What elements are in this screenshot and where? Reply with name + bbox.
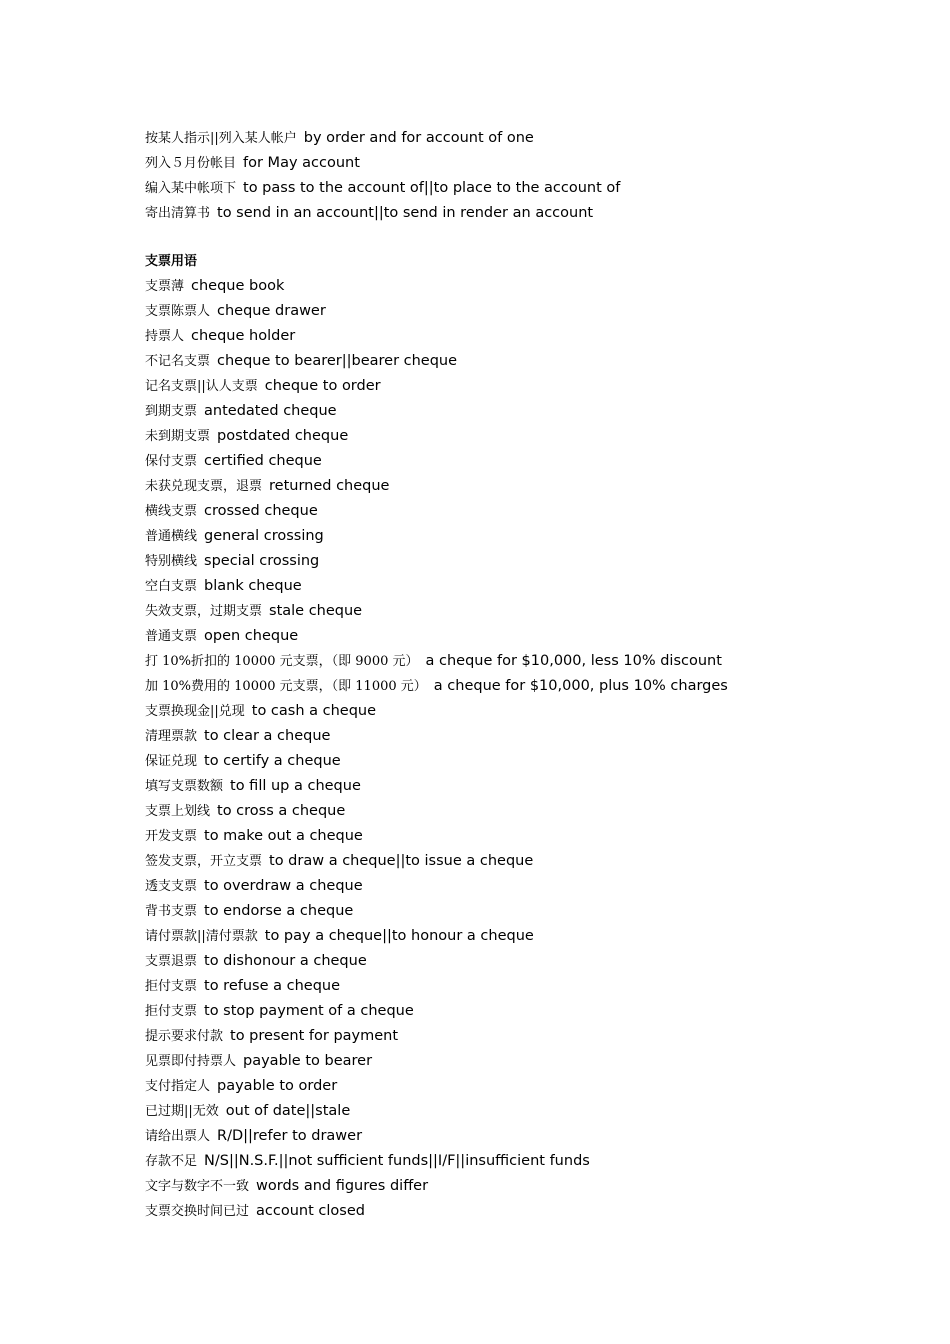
glossary-entry — [145, 274, 905, 299]
chinese-term: 拒付支票 — [145, 979, 198, 994]
chinese-term: 存款不足 — [145, 1154, 198, 1169]
chinese-term: 到期支票 — [145, 404, 198, 419]
english-term: stale cheque — [269, 603, 363, 619]
glossary-entry — [145, 126, 905, 151]
english-term: account closed — [256, 1203, 365, 1219]
english-term: for May account — [243, 155, 360, 171]
english-term: to send in an account||to send in render an account — [217, 205, 594, 221]
english-term: words and figures differ — [256, 1178, 429, 1194]
chinese-term: 加 10%费用的 10000 元支票，（即 11000 元） — [145, 679, 427, 694]
english-term: cheque to bearer||bearer cheque — [217, 353, 458, 369]
glossary-entry — [145, 574, 905, 599]
glossary-entry — [145, 974, 905, 999]
glossary-entry — [145, 649, 905, 674]
chinese-term: 保证兑现 — [145, 754, 198, 769]
english-term: to make out a cheque — [204, 828, 363, 844]
english-term: open cheque — [204, 628, 299, 644]
glossary-entry — [145, 774, 905, 799]
chinese-term: 提示要求付款 — [145, 1029, 224, 1044]
english-term: to dishonour a cheque — [204, 953, 367, 969]
glossary-entry — [145, 949, 905, 974]
glossary-entry — [145, 749, 905, 774]
glossary-entry — [145, 201, 905, 226]
glossary-entry — [145, 1149, 905, 1174]
chinese-term: 请给出票人 — [145, 1129, 211, 1144]
glossary-entry — [145, 624, 905, 649]
chinese-term: 支票换现金||兑现 — [145, 704, 245, 719]
chinese-term: 填写支票数额 — [145, 779, 224, 794]
glossary-entry — [145, 1124, 905, 1149]
glossary-entry — [145, 599, 905, 624]
glossary-entry — [145, 724, 905, 749]
english-term: to overdraw a cheque — [204, 878, 363, 894]
chinese-term: 记名支票||认人支票 — [145, 379, 258, 394]
chinese-term: 开发支票 — [145, 829, 198, 844]
section-gap — [145, 226, 905, 249]
english-term: out of date||stale — [225, 1103, 351, 1119]
english-term: payable to order — [217, 1078, 338, 1094]
english-term: returned cheque — [269, 478, 390, 494]
english-term: to certify a cheque — [204, 753, 341, 769]
glossary-entry — [145, 1174, 905, 1199]
english-term: crossed cheque — [204, 503, 318, 519]
chinese-term: 透支支票 — [145, 879, 198, 894]
glossary-entry — [145, 1199, 905, 1224]
english-term: cheque holder — [191, 328, 296, 344]
chinese-term: 支票退票 — [145, 954, 198, 969]
chinese-term: 持票人 — [145, 329, 185, 344]
english-term: special crossing — [204, 553, 320, 569]
chinese-term: 背书支票 — [145, 904, 198, 919]
glossary-entry — [145, 1049, 905, 1074]
chinese-term: 不记名支票 — [145, 354, 211, 369]
chinese-term: 支票陈票人 — [145, 304, 211, 319]
glossary-entry — [145, 1074, 905, 1099]
glossary-entry — [145, 549, 905, 574]
english-term: cheque to order — [264, 378, 381, 394]
glossary-entry — [145, 849, 905, 874]
english-term: a cheque for $10,000, less 10% discount — [425, 653, 722, 669]
english-term: N/S||N.S.F.||not sufficient funds||I/F||insufficient funds — [204, 1153, 590, 1169]
english-term: to fill up a cheque — [230, 778, 361, 794]
glossary-entry — [145, 374, 905, 399]
glossary-entry — [145, 699, 905, 724]
glossary-entry — [145, 299, 905, 324]
chinese-term: 见票即付持票人 — [145, 1054, 237, 1069]
english-term: general crossing — [204, 528, 324, 544]
chinese-term: 保付支票 — [145, 454, 198, 469]
glossary-entry — [145, 424, 905, 449]
english-term: to refuse a cheque — [204, 978, 341, 994]
chinese-term: 支付指定人 — [145, 1079, 211, 1094]
glossary-entry — [145, 799, 905, 824]
chinese-term: 支票交换时间已过 — [145, 1204, 250, 1219]
english-term: to present for payment — [230, 1028, 399, 1044]
english-term: to stop payment of a cheque — [204, 1003, 414, 1019]
glossary-entry — [145, 524, 905, 549]
chinese-term: 文字与数字不一致 — [145, 1179, 250, 1194]
glossary-entry — [145, 824, 905, 849]
chinese-term: 支票薄 — [145, 279, 185, 294]
chinese-term: 打 10%折扣的 10000 元支票，（即 9000 元） — [145, 654, 419, 669]
glossary-entry — [145, 151, 905, 176]
glossary-entry — [145, 176, 905, 201]
chinese-term: 编入某中帐项下 — [145, 181, 237, 196]
chinese-term: 寄出清算书 — [145, 206, 211, 221]
glossary-entry — [145, 674, 905, 699]
english-term: by order and for account of one — [303, 130, 534, 146]
chinese-term: 请付票款||清付票款 — [145, 929, 258, 944]
english-term: to clear a cheque — [204, 728, 331, 744]
chinese-term: 按某人指示||列入某人帐户 — [145, 131, 297, 146]
glossary-entry — [145, 449, 905, 474]
english-term: a cheque for $10,000, plus 10% charges — [433, 678, 728, 694]
chinese-term: 拒付支票 — [145, 1004, 198, 1019]
chinese-term: 未获兑现支票，退票 — [145, 479, 263, 494]
glossary-entry — [145, 999, 905, 1024]
glossary-entry — [145, 874, 905, 899]
section-heading-cheque-terms: 支票用语 — [145, 254, 198, 269]
chinese-term: 失效支票，过期支票 — [145, 604, 263, 619]
glossary-entry — [145, 324, 905, 349]
english-term: to endorse a cheque — [204, 903, 354, 919]
english-term: cheque book — [191, 278, 285, 294]
chinese-term: 签发支票，开立支票 — [145, 854, 263, 869]
chinese-term: 清理票款 — [145, 729, 198, 744]
account-terms-section — [145, 126, 905, 226]
glossary-entry — [145, 474, 905, 499]
english-term: blank cheque — [204, 578, 302, 594]
chinese-term: 普通支票 — [145, 629, 198, 644]
english-term: payable to bearer — [243, 1053, 373, 1069]
cheque-terms-section — [145, 274, 905, 1224]
english-term: to pay a cheque||to honour a cheque — [264, 928, 534, 944]
chinese-term: 普通横线 — [145, 529, 198, 544]
chinese-term: 已过期||无效 — [145, 1104, 219, 1119]
glossary-entry — [145, 1099, 905, 1124]
english-term: to pass to the account of||to place to the account of — [243, 180, 621, 196]
glossary-entry — [145, 1024, 905, 1049]
chinese-term: 空白支票 — [145, 579, 198, 594]
english-term: R/D||refer to drawer — [217, 1128, 363, 1144]
english-term: to draw a cheque||to issue a cheque — [269, 853, 534, 869]
chinese-term: 未到期支票 — [145, 429, 211, 444]
chinese-term: 支票上划线 — [145, 804, 211, 819]
english-term: cheque drawer — [217, 303, 326, 319]
english-term: certified cheque — [204, 453, 322, 469]
glossary-entry — [145, 924, 905, 949]
chinese-term: 列入５月份帐目 — [145, 156, 237, 171]
english-term: to cash a cheque — [251, 703, 377, 719]
english-term: to cross a cheque — [217, 803, 346, 819]
chinese-term: 横线支票 — [145, 504, 198, 519]
chinese-term: 特别横线 — [145, 554, 198, 569]
document-page — [145, 126, 905, 1224]
glossary-entry — [145, 899, 905, 924]
glossary-entry — [145, 349, 905, 374]
glossary-entry — [145, 399, 905, 424]
english-term: antedated cheque — [204, 403, 337, 419]
glossary-entry — [145, 499, 905, 524]
english-term: postdated cheque — [217, 428, 349, 444]
